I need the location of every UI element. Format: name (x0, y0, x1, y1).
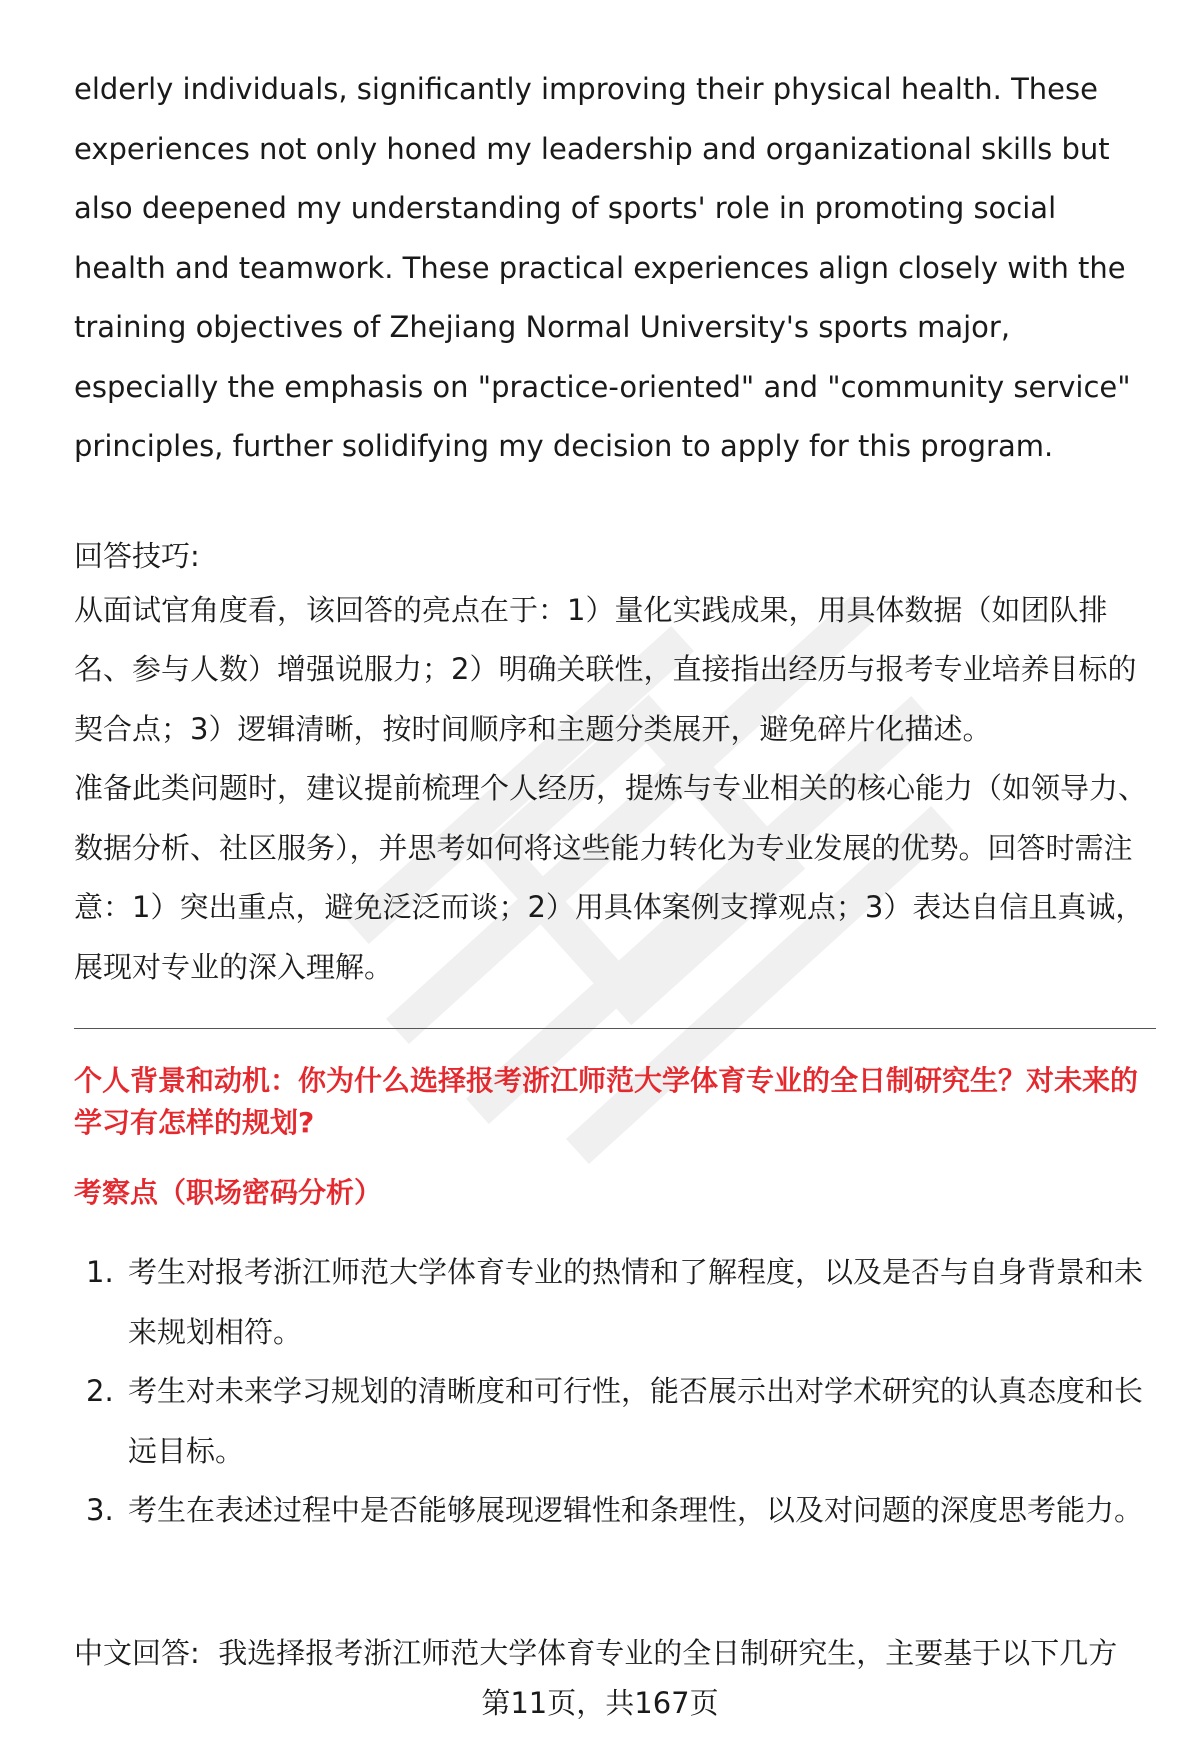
list-item-text: 考生在表述过程中是否能够展现逻辑性和条理性，以及对问题的深度思考能力。 (128, 1493, 1144, 1527)
english-paragraph: elderly individuals, significantly improving their physical health. These experiences not only honed my leadership and organizational skills but also deepened my understanding of sports' role in promoting social health and teamwork. These practical experiences align closely with the training objectives of Zhejiang Normal University's sports major, especially the emphasis on "practice-oriented" and "community service" principles, further solidifying my decision to apply for this program. (74, 72, 1131, 463)
page-footer: 第11页，共167页 (481, 1686, 719, 1720)
list-item-number: 1. (86, 1255, 114, 1289)
list-item-text: 考生对未来学习规划的清晰度和可行性，能否展示出对学术研究的认真态度和长远目标。 (128, 1374, 1144, 1468)
list-item (74, 1243, 1156, 1362)
list-item-number: 2. (86, 1374, 114, 1408)
tips-paragraph-1: 从面试官角度看，该回答的亮点在于：1）量化实践成果，用具体数据（如团队排名、参与人数）增强说服力；2）明确关联性，直接指出经历与报考专业培养目标的契合点；3）逻辑清晰，按时间顺序和主题分类展开，避免碎片化描述。 (74, 592, 1137, 746)
tips-paragraph-2: 准备此类问题时，建议提前梳理个人经历，提炼与专业相关的核心能力（如领导力、数据分析、社区服务），并思考如何将这些能力转化为专业发展的优势。回答时需注意：1）突出重点，避免泛泛而谈；2）用具体案例支撑观点；3）表达自信且真诚，展现对专业的深入理解。 (74, 771, 1148, 984)
list-item (74, 1362, 1156, 1481)
tips-heading: 回答技巧: (74, 538, 200, 573)
list-item (74, 1481, 1156, 1541)
list-item-number: 3. (86, 1493, 114, 1527)
question-title: 个人背景和动机：你为什么选择报考浙江师范大学体育专业的全日制研究生？对未来的学习有怎样的规划? (74, 1064, 1139, 1139)
answer-text: 我选择报考浙江师范大学体育专业的全日制研究生，主要基于以下几方 (218, 1636, 1118, 1670)
section-divider (74, 1028, 1156, 1029)
answer-line (74, 1628, 1174, 1678)
list-item-text: 考生对报考浙江师范大学体育专业的热情和了解程度，以及是否与自身背景和未来规划相符。 (128, 1255, 1144, 1349)
assessment-points-list (74, 1243, 1156, 1541)
question-subtitle: 考察点（职场密码分析） (74, 1176, 383, 1209)
answer-label: 中文回答: (74, 1636, 200, 1670)
page-body (74, 60, 1156, 997)
